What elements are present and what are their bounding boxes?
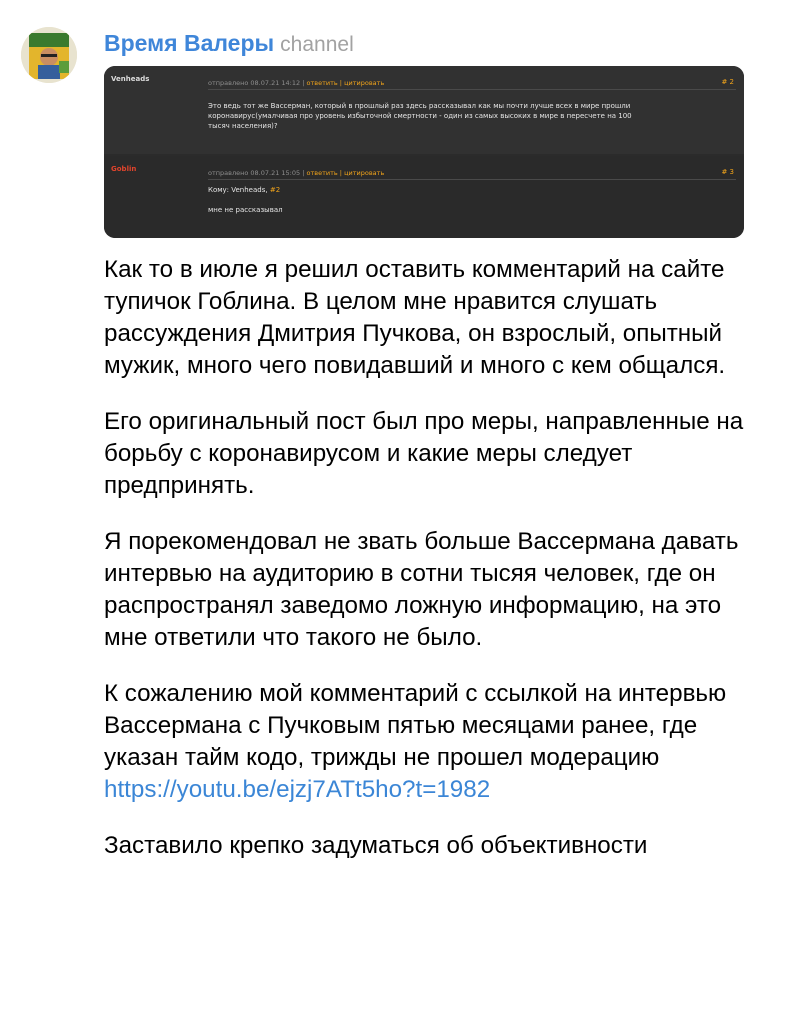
- reply-link: ответить: [306, 169, 338, 177]
- quote-link: цитировать: [344, 79, 385, 87]
- message-paragraph: Его оригинальный пост был про меры, направленные на борьбу с коронавирусом и какие меры следует предпринять.: [104, 408, 744, 499]
- message-paragraph: Как то в июле я решил оставить комментарий на сайте тупичок Гоблина. В целом мне нравится слушать рассуждения Дмитрия Пучкова, он взрослый, опытный мужик, много чего повидавший и много с кем общался.: [104, 256, 726, 379]
- recipient-label: Кому: Venheads,: [208, 186, 268, 194]
- message-paragraph: [104, 678, 764, 806]
- post-author: Goblin: [111, 165, 137, 173]
- post-recipient: [208, 186, 280, 194]
- message-paragraph-text: К сожалению мой комментарий с ссылкой на интервью Вассермана с Пучковым пятью месяцами ранее, где указан тайм кодо, трижды не прошел модерацию: [104, 680, 727, 771]
- post-text: Это ведь тот же Вассерман, который в прошлый раз здесь рассказывал как мы почти лучше всех в мире прошли коронавирус(умалчивая про уровень избыточной смертности - один из самых высоких в мире в пересчете на 100 тысяч населения)?: [208, 102, 632, 130]
- forum-screenshot-image[interactable]: [104, 66, 744, 238]
- forum-post: [104, 156, 744, 238]
- post-text: мне не рассказывал: [208, 206, 283, 214]
- quote-link: цитировать: [344, 169, 385, 177]
- youtube-link[interactable]: https://youtu.be/ejzj7ATt5ho?t=1982: [104, 776, 491, 803]
- forum-post: [104, 66, 744, 154]
- meta-separator: |: [339, 169, 342, 177]
- channel-kind-label: channel: [280, 33, 354, 56]
- channel-avatar[interactable]: [21, 27, 77, 83]
- meta-separator: |: [339, 79, 342, 87]
- divider: [208, 179, 736, 180]
- post-number: # 3: [721, 168, 734, 176]
- divider: [208, 89, 736, 90]
- message-paragraph: Заставило крепко задуматься об объективности: [104, 832, 648, 859]
- channel-name[interactable]: Время Валеры: [104, 30, 275, 56]
- post-meta: [208, 169, 384, 177]
- post-author: Venheads: [111, 75, 150, 83]
- avatar-image: [21, 27, 77, 83]
- message-paragraph: Я порекомендовал не звать больше Вассермана давать интервью на аудиторию в сотни тысяя человек, где он распространял заведомо ложную информацию, на это мне ответили что такого не было.: [104, 528, 739, 651]
- recipient-ref: #2: [269, 186, 281, 194]
- post-meta: [208, 79, 384, 87]
- post-number: # 2: [721, 78, 734, 86]
- post-date: отправлено 08.07.21 15:05 |: [208, 169, 305, 177]
- post-date: отправлено 08.07.21 14:12 |: [208, 79, 305, 87]
- message-header: [104, 28, 354, 60]
- reply-link: ответить: [306, 79, 338, 87]
- message-text: [104, 254, 764, 886]
